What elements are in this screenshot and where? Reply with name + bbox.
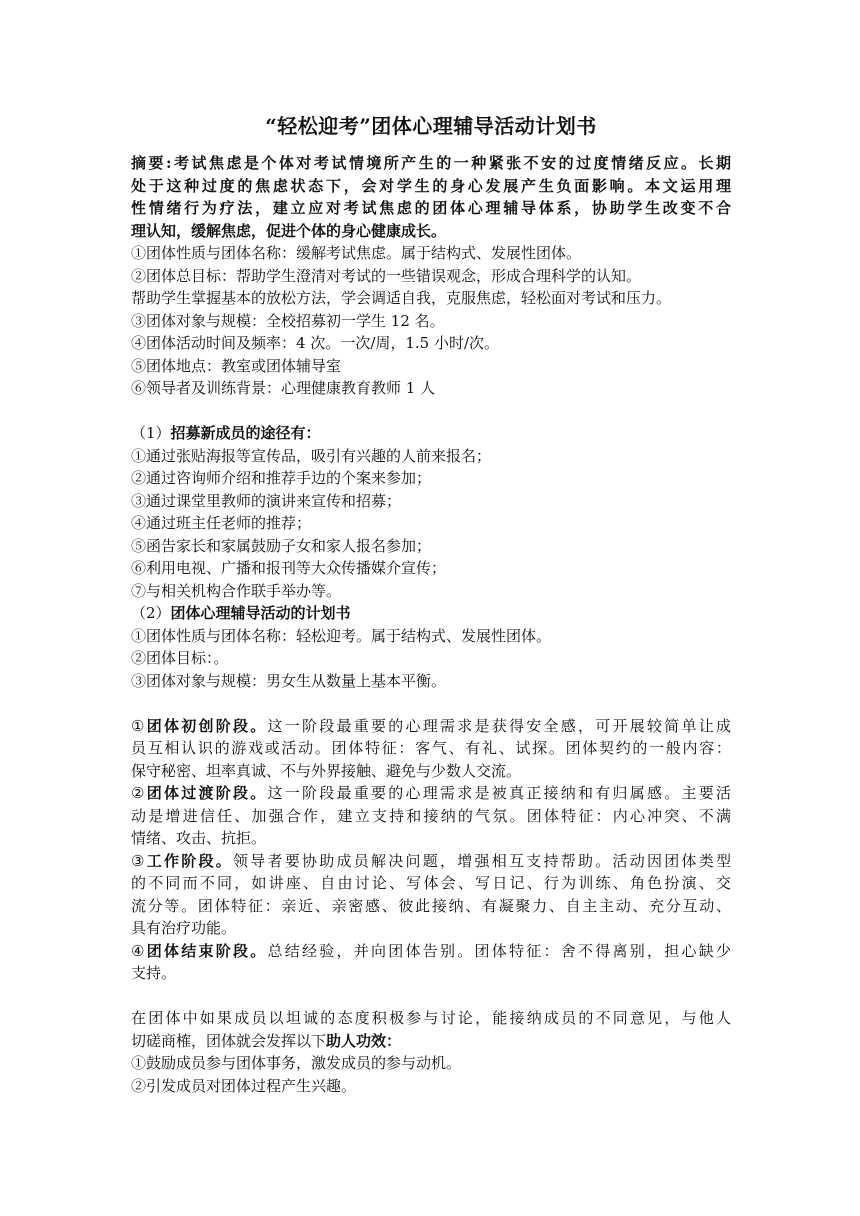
stage-number: ④ xyxy=(131,941,147,960)
section-number: （2） xyxy=(131,604,171,622)
stage-line xyxy=(131,850,731,873)
stage-name: 团体初创阶段。 xyxy=(146,716,268,735)
stage-line xyxy=(131,940,731,963)
recruit-item: ①通过张贴海报等宣传品，吸引有兴趣的人前来报名； xyxy=(131,446,492,465)
basic-info xyxy=(131,242,731,400)
plan-item: ①团体性质与团体名称：轻松迎考。属于结构式、发展性团体。 xyxy=(131,626,552,645)
stage-line: 流分等。团体特征：亲近、亲密感、彼此接纳、有凝聚力、自主主动、充分互动、 xyxy=(131,896,731,915)
document-page xyxy=(131,112,731,1097)
recruit-item: ⑥利用电视、广播和报刊等大众传播媒介宣传； xyxy=(131,559,447,577)
conclusion-line: 在团体中如果成员以坦诚的态度积极参与讨论，能接纳成员的不同意见，与他人 xyxy=(131,1009,731,1027)
abstract xyxy=(131,152,731,242)
abstract-line: 摘要:考试焦虑是个体对考试情境所产生的一种紧张不安的过度情绪反应。长期 xyxy=(131,154,731,172)
info-line: ⑤团体地点：教室或团体辅导室 xyxy=(131,356,342,375)
document-title: “轻松迎考”团体心理辅导活动计划书 xyxy=(265,114,597,138)
stage-line: 具有治疗功能。 xyxy=(131,919,237,937)
info-line: 帮助学生掌握基本的放松方法，学会调适自我，克服焦虑，轻松面对考试和压力。 xyxy=(131,289,672,307)
abstract-line: 理认知，缓解焦虑，促进个体的身心健康成长。 xyxy=(131,221,447,240)
stage-line xyxy=(131,715,731,738)
recruit-item: ②通过咨询师介绍和推荐手边的个案来参加； xyxy=(131,469,432,487)
stage-name: 团体过渡阶段。 xyxy=(146,784,268,802)
plan-item: ③团体对象与规模：男女生从数量上基本平衡。 xyxy=(131,671,447,690)
conclusion-line xyxy=(131,1030,731,1053)
recruit-section xyxy=(131,422,731,602)
stage-line xyxy=(131,782,731,805)
info-line: ③团体对象与规模：全校招募初一学生 12 名。 xyxy=(131,311,445,330)
plan-item: ②团体目标：。 xyxy=(131,649,229,667)
recruit-item: ④通过班主任老师的推荐； xyxy=(131,514,312,532)
plan-heading xyxy=(131,602,731,625)
stage-line: 情绪、攻击、抗拒。 xyxy=(131,829,267,847)
stage-number: ② xyxy=(131,784,147,802)
stages-section xyxy=(131,715,731,985)
info-line: ①团体性质与团体名称：缓解考试焦虑。属于结构式、发展性团体。 xyxy=(131,244,582,262)
stage-text: 总结经验，并向团体告别。团体特征：舍不得离别，担心缺少 xyxy=(267,941,731,960)
spacer xyxy=(131,985,731,1008)
conclusion-item: ②引发成员对团体过程产生兴趣。 xyxy=(131,1076,357,1095)
stage-paragraph xyxy=(131,782,731,850)
info-line: ⑥领导者及训练背景：心理健康教育教师 1 人 xyxy=(131,379,436,397)
stage-line: 员互相认识的游戏或活动。团体特征：客气、有礼、试探。团体契约的一般内容： xyxy=(131,739,731,757)
conclusion-section xyxy=(131,1007,731,1097)
conclusion-emphasis: 助人功效： xyxy=(326,1031,402,1050)
abstract-line: 处于这种过度的焦虑状态下，会对学生的身心发展产生负面影响。本文运用理 xyxy=(131,176,731,195)
stage-text: 这一阶段最重要的心理需求是被真正接纳和有归属感。主要活 xyxy=(267,784,731,802)
conclusion-item: ①鼓励成员参与团体事务，激发成员的参与动机。 xyxy=(131,1054,462,1072)
stage-paragraph xyxy=(131,850,731,940)
stage-line: 的不同而不同，如讲座、自由讨论、写体会、写日记、行为训练、角色扮演、交 xyxy=(131,874,731,892)
recruit-item: ⑤函告家长和家属鼓励子女和家人报名参加； xyxy=(131,536,432,555)
info-line: ②团体总目标：帮助学生澄清对考试的一些错误观念，形成合理科学的认知。 xyxy=(131,266,642,285)
stage-number: ① xyxy=(131,716,147,735)
stage-text: 这一阶段最重要的心理需求是获得安全感，可开展较简单让成 xyxy=(267,716,731,735)
stage-text: 领导者要协助成员解决问题，增强相互支持帮助。活动因团体类型 xyxy=(232,851,731,870)
recruit-item: ③通过课堂里教师的演讲来宣传和招募； xyxy=(131,491,402,510)
section-heading: 招募新成员的途径有： xyxy=(170,424,321,442)
stage-name: 团体结束阶段。 xyxy=(146,941,268,960)
stage-paragraph xyxy=(131,715,731,783)
stage-line: 保守秘密、坦率真诚、不与外界接触、避免与少数人交流。 xyxy=(131,761,522,780)
recruit-item: ⑦与相关机构合作联手举办等。 xyxy=(131,581,342,600)
plan-section xyxy=(131,602,731,692)
abstract-line: 性情绪行为疗法，建立应对考试焦虑的团体心理辅导体系，协助学生改变不合 xyxy=(131,199,731,217)
stage-paragraph xyxy=(131,940,731,985)
spacer xyxy=(131,692,731,715)
stage-line: 动是增进信任、加强合作，建立支持和接纳的气氛。团体特征：内心冲突、不满 xyxy=(131,806,731,825)
stage-name: 工作阶段。 xyxy=(146,851,233,870)
stage-line: 支持。 xyxy=(131,964,177,982)
recruit-heading xyxy=(131,422,731,445)
section-number: （1） xyxy=(131,424,171,442)
spacer xyxy=(131,400,731,423)
section-heading: 团体心理辅导活动的计划书 xyxy=(170,604,351,622)
stage-number: ③ xyxy=(131,851,147,870)
conclusion-text: 切磋商榷，团体就会发挥以下 xyxy=(131,1031,327,1050)
info-line: ④团体活动时间及频率：4 次。一次/周，1.5 小时/次。 xyxy=(131,334,500,352)
